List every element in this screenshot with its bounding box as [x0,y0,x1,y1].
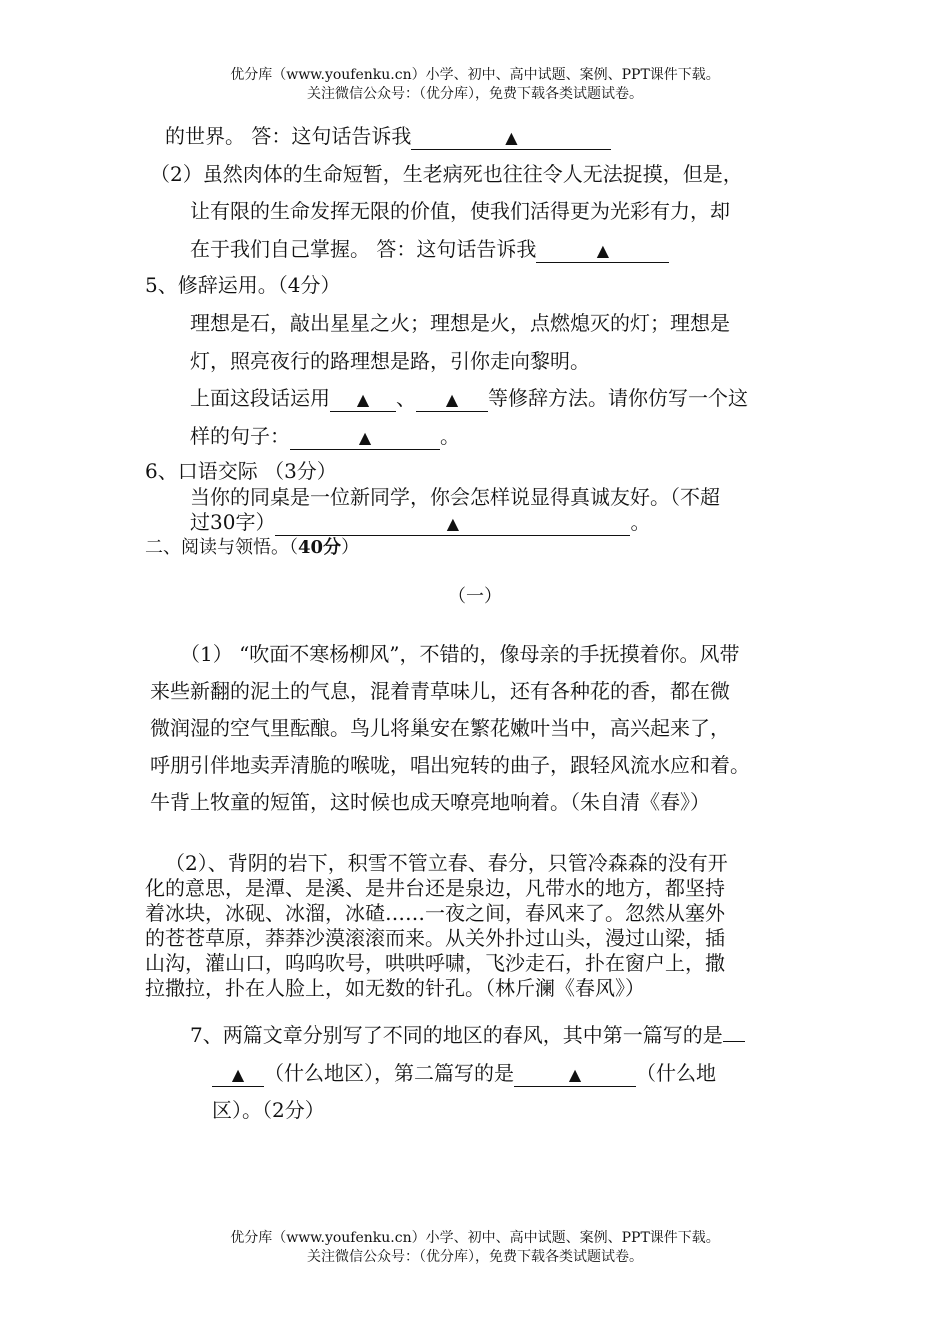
q5-rhetoric-blank-2[interactable]: ▲ [416,387,488,412]
passage1-line2: 来些新翻的泥土的气息，混着青草味儿，还有各种花的香，都在微 [150,679,730,703]
passage2-line5: 山沟，灌山口，呜呜吹号，哄哄呼啸，飞沙走石，扑在窗户上，撒 [145,951,725,975]
q5-imitation-blank[interactable]: ▲ [290,425,440,450]
q5-line1: 理想是石，敲出星星之火；理想是火，点燃熄灭的灯；理想是 [190,311,730,335]
q6-line1: 当你的同桌是一位新同学，你会怎样说显得真诚友好。（不超 [190,485,720,509]
q5-title: 5、修辞运用。（4分） [145,273,341,297]
page-footer-line1: 优分库（www.youfenku.cn）小学、初中、高中试题、案例、PPT课件下载。 [230,1230,720,1246]
q5-line4: 样的句子： ▲ 。 [190,424,460,448]
page-header-line2: 关注微信公众号：（优分库），免费下载各类试题试卷。 [307,86,643,102]
passage1-line3: 微润湿的空气里酝酿。鸟儿将巢安在繁花嫩叶当中，高兴起来了， [150,716,730,740]
passage1-line1: （1） “吹面不寒杨柳风”，不错的，像母亲的手抚摸着你。风带 [180,642,740,666]
q5-line3: 上面这段话运用 ▲ 、 ▲ 等修辞方法。请你仿写一个这 [190,386,748,410]
q7-blank-1-start[interactable] [723,1041,745,1042]
q4-p2-line3: 在于我们自己掌握。 答：这句话告诉我 ▲ [190,237,669,263]
passage2-line6: 拉撒拉，扑在人脸上，如无数的针孔。（林斤澜《春风》） [145,976,645,1000]
q7-region-blank-1[interactable]: ▲ [212,1062,264,1087]
page-footer-line2: 关注微信公众号：（优分库），免费下载各类试题试卷。 [307,1249,643,1265]
q7-line1: 7、两篇文章分别写了不同的地区的春风，其中第一篇写的是 [190,1023,745,1047]
q4-p2-line2: 让有限的生命发挥无限的价值，使我们活得更为光彩有力，却 [190,199,730,223]
passage2-line3: 着冰块，冰砚、冰溜，冰碴……一夜之间，春风来了。忽然从塞外 [145,901,725,925]
passage1-line5: 牛背上牧童的短笛，这时候也成天嘹亮地响着。（朱自清《春》） [150,790,710,814]
q6-line2: 过30字） ▲ 。 [190,510,651,534]
q4-answer-blank-1[interactable]: ▲ [411,125,611,150]
q4-answer-blank-2[interactable]: ▲ [536,238,669,263]
q4-p2-line1: （2）虽然肉体的生命短暂，生老病死也往往令人无法捉摸，但是， [150,162,743,186]
q6-answer-blank[interactable]: ▲ [275,511,630,536]
passage1-line4: 呼朋引伴地卖弄清脆的喉咙，唱出宛转的曲子，跟轻风流水应和着。 [150,753,750,777]
q5-line2: 灯，照亮夜行的路理想是路，引你走向黎明。 [190,349,590,373]
passage2-line1: （2）、背阴的岩下，积雪不管立春、春分，只管冷森森的没有开 [165,851,728,875]
q7-line2: ▲ （什么地区），第二篇写的是 ▲ （什么地 [212,1061,716,1087]
q7-region-blank-2[interactable]: ▲ [514,1062,636,1087]
passage2-line4: 的苍苍草原，莽莽沙漠滚滚而来。从关外扑过山头，漫过山梁，插 [145,926,725,950]
q6-title: 6、口语交际 （3分） [145,459,337,483]
passage2-line2: 化的意思，是潭、是溪、是井台还是泉边，凡带水的地方，都坚持 [145,876,725,900]
q4-line1: 的世界。 答：这句话告诉我 ▲ [165,124,611,150]
q5-rhetoric-blank-1[interactable]: ▲ [330,387,396,412]
page-header-line1: 优分库（www.youfenku.cn）小学、初中、高中试题、案例、PPT课件下载。 [230,67,720,83]
q7-line3: 区）。（2分） [212,1098,325,1122]
reading-part-label: （一） [448,586,502,607]
section2-title: 二、阅读与领悟。（40分） [145,537,360,558]
